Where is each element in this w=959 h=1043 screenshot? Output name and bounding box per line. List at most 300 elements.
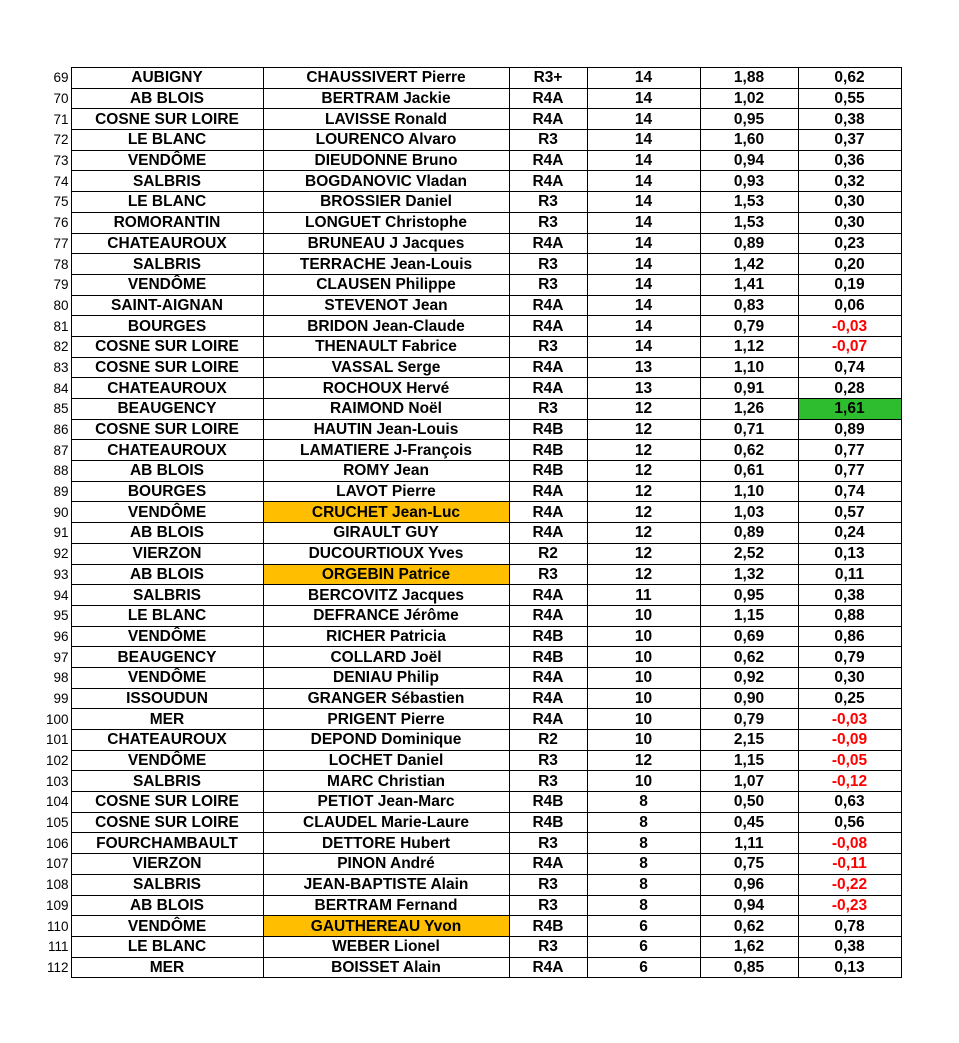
count-cell: 14 xyxy=(587,171,700,192)
value2-cell: 0,06 xyxy=(798,295,901,316)
value1-cell: 0,94 xyxy=(700,895,798,916)
category-cell: R3 xyxy=(509,254,587,275)
count-cell: 14 xyxy=(587,254,700,275)
player-name-cell: DUCOURTIOUX Yves xyxy=(263,543,509,564)
value2-cell: 0,30 xyxy=(798,212,901,233)
player-name-cell: PINON André xyxy=(263,854,509,875)
value1-cell: 0,50 xyxy=(700,792,798,813)
value1-cell: 1,41 xyxy=(700,274,798,295)
row-number: 71 xyxy=(20,109,71,130)
player-name-cell: CLAUSEN Philippe xyxy=(263,274,509,295)
count-cell: 10 xyxy=(587,771,700,792)
table-row xyxy=(20,130,901,151)
row-number: 85 xyxy=(20,399,71,420)
table-row xyxy=(20,626,901,647)
value1-cell: 1,12 xyxy=(700,336,798,357)
table-row xyxy=(20,336,901,357)
count-cell: 8 xyxy=(587,874,700,895)
row-number: 94 xyxy=(20,585,71,606)
count-cell: 8 xyxy=(587,854,700,875)
value1-cell: 1,42 xyxy=(700,254,798,275)
value2-cell: 0,89 xyxy=(798,419,901,440)
value1-cell: 0,89 xyxy=(700,233,798,254)
row-number: 93 xyxy=(20,564,71,585)
club-cell: VENDÔME xyxy=(71,667,263,688)
club-cell: SALBRIS xyxy=(71,171,263,192)
category-cell: R4A xyxy=(509,378,587,399)
player-name-cell: PRIGENT Pierre xyxy=(263,709,509,730)
row-number: 92 xyxy=(20,543,71,564)
count-cell: 8 xyxy=(587,812,700,833)
value2-cell: 0,88 xyxy=(798,605,901,626)
category-cell: R3 xyxy=(509,130,587,151)
row-number: 90 xyxy=(20,502,71,523)
category-cell: R3 xyxy=(509,564,587,585)
category-cell: R3 xyxy=(509,399,587,420)
value2-cell: 0,77 xyxy=(798,461,901,482)
table-row xyxy=(20,957,901,978)
value2-cell: 0,74 xyxy=(798,357,901,378)
count-cell: 14 xyxy=(587,150,700,171)
player-name-cell: BRUNEAU J Jacques xyxy=(263,233,509,254)
value1-cell: 1,88 xyxy=(700,68,798,89)
row-number: 79 xyxy=(20,274,71,295)
category-cell: R4A xyxy=(509,481,587,502)
row-number: 96 xyxy=(20,626,71,647)
category-cell: R4A xyxy=(509,605,587,626)
player-name-cell: BRIDON Jean-Claude xyxy=(263,316,509,337)
row-number: 91 xyxy=(20,523,71,544)
club-cell: SALBRIS xyxy=(71,771,263,792)
value2-cell: 0,55 xyxy=(798,88,901,109)
value1-cell: 0,95 xyxy=(700,109,798,130)
club-cell: BEAUGENCY xyxy=(71,399,263,420)
club-cell: LE BLANC xyxy=(71,936,263,957)
category-cell: R3 xyxy=(509,274,587,295)
table-row xyxy=(20,502,901,523)
club-cell: VENDÔME xyxy=(71,274,263,295)
value1-cell: 0,93 xyxy=(700,171,798,192)
count-cell: 6 xyxy=(587,957,700,978)
category-cell: R4B xyxy=(509,461,587,482)
club-cell: BEAUGENCY xyxy=(71,647,263,668)
value2-cell: -0,05 xyxy=(798,750,901,771)
count-cell: 12 xyxy=(587,481,700,502)
player-name-cell: BERTRAM Fernand xyxy=(263,895,509,916)
value2-cell: -0,08 xyxy=(798,833,901,854)
player-name-cell: BOGDANOVIC Vladan xyxy=(263,171,509,192)
value2-cell: 0,37 xyxy=(798,130,901,151)
club-cell: FOURCHAMBAULT xyxy=(71,833,263,854)
value1-cell: 0,85 xyxy=(700,957,798,978)
player-name-cell: VASSAL Serge xyxy=(263,357,509,378)
category-cell: R4A xyxy=(509,171,587,192)
value2-cell: 0,32 xyxy=(798,171,901,192)
value2-cell: 0,86 xyxy=(798,626,901,647)
table-row xyxy=(20,68,901,89)
value2-cell: 0,30 xyxy=(798,667,901,688)
player-name-cell: WEBER Lionel xyxy=(263,936,509,957)
club-cell: VENDÔME xyxy=(71,626,263,647)
table-row xyxy=(20,750,901,771)
table-row xyxy=(20,378,901,399)
club-cell: ROMORANTIN xyxy=(71,212,263,233)
table-row xyxy=(20,481,901,502)
row-number: 76 xyxy=(20,212,71,233)
value1-cell: 1,15 xyxy=(700,750,798,771)
value1-cell: 0,92 xyxy=(700,667,798,688)
value1-cell: 0,75 xyxy=(700,854,798,875)
value1-cell: 0,83 xyxy=(700,295,798,316)
category-cell: R4A xyxy=(509,957,587,978)
player-name-cell: JEAN-BAPTISTE Alain xyxy=(263,874,509,895)
count-cell: 10 xyxy=(587,626,700,647)
row-number: 106 xyxy=(20,833,71,854)
table-row xyxy=(20,461,901,482)
table-row xyxy=(20,295,901,316)
category-cell: R4A xyxy=(509,502,587,523)
category-cell: R4A xyxy=(509,709,587,730)
count-cell: 12 xyxy=(587,440,700,461)
player-name-cell: COLLARD Joël xyxy=(263,647,509,668)
count-cell: 14 xyxy=(587,233,700,254)
table-row xyxy=(20,419,901,440)
table-row xyxy=(20,771,901,792)
table-row xyxy=(20,916,901,937)
player-name-cell: DEPOND Dominique xyxy=(263,730,509,751)
value1-cell: 0,45 xyxy=(700,812,798,833)
value1-cell: 1,03 xyxy=(700,502,798,523)
value1-cell: 2,52 xyxy=(700,543,798,564)
club-cell: CHATEAUROUX xyxy=(71,378,263,399)
value2-cell: -0,07 xyxy=(798,336,901,357)
player-name-cell: CRUCHET Jean-Luc xyxy=(263,502,509,523)
category-cell: R4A xyxy=(509,854,587,875)
value2-cell: -0,12 xyxy=(798,771,901,792)
player-name-cell: THENAULT Fabrice xyxy=(263,336,509,357)
row-number: 101 xyxy=(20,730,71,751)
count-cell: 10 xyxy=(587,605,700,626)
value2-cell: -0,03 xyxy=(798,316,901,337)
player-name-cell: DENIAU Philip xyxy=(263,667,509,688)
table-row xyxy=(20,357,901,378)
player-name-cell: LAMATIERE J-François xyxy=(263,440,509,461)
value1-cell: 0,71 xyxy=(700,419,798,440)
value2-cell: 0,38 xyxy=(798,109,901,130)
player-name-cell: BERCOVITZ Jacques xyxy=(263,585,509,606)
player-name-cell: DEFRANCE Jérôme xyxy=(263,605,509,626)
row-number: 73 xyxy=(20,150,71,171)
table-row xyxy=(20,709,901,730)
value1-cell: 1,15 xyxy=(700,605,798,626)
value1-cell: 0,61 xyxy=(700,461,798,482)
count-cell: 14 xyxy=(587,109,700,130)
table-row xyxy=(20,564,901,585)
player-name-cell: DETTORE Hubert xyxy=(263,833,509,854)
category-cell: R2 xyxy=(509,730,587,751)
club-cell: ISSOUDUN xyxy=(71,688,263,709)
player-name-cell: RICHER Patricia xyxy=(263,626,509,647)
player-name-cell: CHAUSSIVERT Pierre xyxy=(263,68,509,89)
value2-cell: 0,77 xyxy=(798,440,901,461)
table-row xyxy=(20,874,901,895)
club-cell: LE BLANC xyxy=(71,130,263,151)
club-cell: MER xyxy=(71,709,263,730)
count-cell: 14 xyxy=(587,316,700,337)
value2-cell: 0,19 xyxy=(798,274,901,295)
player-name-cell: BROSSIER Daniel xyxy=(263,192,509,213)
club-cell: SALBRIS xyxy=(71,874,263,895)
value2-cell: 0,13 xyxy=(798,543,901,564)
club-cell: CHATEAUROUX xyxy=(71,233,263,254)
category-cell: R4B xyxy=(509,916,587,937)
club-cell: AB BLOIS xyxy=(71,461,263,482)
category-cell: R3 xyxy=(509,336,587,357)
player-name-cell: DIEUDONNE Bruno xyxy=(263,150,509,171)
value2-cell: 1,61 xyxy=(798,399,901,420)
table-row xyxy=(20,440,901,461)
value2-cell: 0,57 xyxy=(798,502,901,523)
row-number: 100 xyxy=(20,709,71,730)
player-name-cell: ORGEBIN Patrice xyxy=(263,564,509,585)
value1-cell: 1,60 xyxy=(700,130,798,151)
table-row xyxy=(20,192,901,213)
club-cell: AB BLOIS xyxy=(71,88,263,109)
table-row xyxy=(20,792,901,813)
count-cell: 12 xyxy=(587,419,700,440)
club-cell: MER xyxy=(71,957,263,978)
value2-cell: 0,13 xyxy=(798,957,901,978)
player-name-cell: RAIMOND Noël xyxy=(263,399,509,420)
count-cell: 14 xyxy=(587,130,700,151)
category-cell: R4A xyxy=(509,357,587,378)
category-cell: R4B xyxy=(509,440,587,461)
value1-cell: 1,26 xyxy=(700,399,798,420)
club-cell: LE BLANC xyxy=(71,605,263,626)
count-cell: 13 xyxy=(587,357,700,378)
player-name-cell: HAUTIN Jean-Louis xyxy=(263,419,509,440)
table-row xyxy=(20,585,901,606)
player-name-cell: LOURENCO Alvaro xyxy=(263,130,509,151)
player-name-cell: LONGUET Christophe xyxy=(263,212,509,233)
category-cell: R4B xyxy=(509,812,587,833)
row-number: 104 xyxy=(20,792,71,813)
category-cell: R3 xyxy=(509,874,587,895)
row-number: 107 xyxy=(20,854,71,875)
value1-cell: 0,89 xyxy=(700,523,798,544)
table-row xyxy=(20,254,901,275)
club-cell: VIERZON xyxy=(71,854,263,875)
count-cell: 12 xyxy=(587,502,700,523)
table-row xyxy=(20,523,901,544)
club-cell: COSNE SUR LOIRE xyxy=(71,792,263,813)
club-cell: COSNE SUR LOIRE xyxy=(71,812,263,833)
value2-cell: 0,23 xyxy=(798,233,901,254)
player-name-cell: ROMY Jean xyxy=(263,461,509,482)
count-cell: 10 xyxy=(587,709,700,730)
player-name-cell: BOISSET Alain xyxy=(263,957,509,978)
row-number: 111 xyxy=(20,936,71,957)
value1-cell: 0,62 xyxy=(700,647,798,668)
table-row xyxy=(20,936,901,957)
value1-cell: 0,69 xyxy=(700,626,798,647)
value2-cell: 0,36 xyxy=(798,150,901,171)
club-cell: SALBRIS xyxy=(71,585,263,606)
category-cell: R4B xyxy=(509,419,587,440)
row-number: 98 xyxy=(20,667,71,688)
count-cell: 6 xyxy=(587,936,700,957)
row-number: 102 xyxy=(20,750,71,771)
category-cell: R4A xyxy=(509,233,587,254)
value2-cell: 0,38 xyxy=(798,936,901,957)
count-cell: 12 xyxy=(587,461,700,482)
count-cell: 8 xyxy=(587,792,700,813)
category-cell: R3 xyxy=(509,750,587,771)
value1-cell: 1,02 xyxy=(700,88,798,109)
category-cell: R3 xyxy=(509,833,587,854)
value1-cell: 0,79 xyxy=(700,709,798,730)
row-number: 84 xyxy=(20,378,71,399)
value2-cell: 0,11 xyxy=(798,564,901,585)
table-row xyxy=(20,895,901,916)
row-number: 70 xyxy=(20,88,71,109)
table-row xyxy=(20,605,901,626)
value2-cell: 0,20 xyxy=(798,254,901,275)
club-cell: VENDÔME xyxy=(71,750,263,771)
club-cell: BOURGES xyxy=(71,316,263,337)
category-cell: R4B xyxy=(509,647,587,668)
category-cell: R3+ xyxy=(509,68,587,89)
row-number: 95 xyxy=(20,605,71,626)
value1-cell: 0,96 xyxy=(700,874,798,895)
row-number: 81 xyxy=(20,316,71,337)
player-name-cell: ROCHOUX Hervé xyxy=(263,378,509,399)
club-cell: COSNE SUR LOIRE xyxy=(71,109,263,130)
table-row xyxy=(20,730,901,751)
row-number: 88 xyxy=(20,461,71,482)
category-cell: R4B xyxy=(509,792,587,813)
player-name-cell: PETIOT Jean-Marc xyxy=(263,792,509,813)
count-cell: 14 xyxy=(587,192,700,213)
table-row xyxy=(20,854,901,875)
player-name-cell: STEVENOT Jean xyxy=(263,295,509,316)
value2-cell: 0,38 xyxy=(798,585,901,606)
player-name-cell: CLAUDEL Marie-Laure xyxy=(263,812,509,833)
value2-cell: 0,56 xyxy=(798,812,901,833)
row-number: 109 xyxy=(20,895,71,916)
count-cell: 12 xyxy=(587,564,700,585)
value1-cell: 1,32 xyxy=(700,564,798,585)
club-cell: SALBRIS xyxy=(71,254,263,275)
count-cell: 8 xyxy=(587,895,700,916)
value1-cell: 1,10 xyxy=(700,357,798,378)
club-cell: VENDÔME xyxy=(71,916,263,937)
category-cell: R4A xyxy=(509,150,587,171)
club-cell: AB BLOIS xyxy=(71,895,263,916)
category-cell: R3 xyxy=(509,192,587,213)
category-cell: R4B xyxy=(509,626,587,647)
row-number: 82 xyxy=(20,336,71,357)
count-cell: 14 xyxy=(587,274,700,295)
value2-cell: 0,78 xyxy=(798,916,901,937)
count-cell: 14 xyxy=(587,212,700,233)
table-row xyxy=(20,688,901,709)
player-name-cell: GIRAULT GUY xyxy=(263,523,509,544)
row-number: 74 xyxy=(20,171,71,192)
value1-cell: 1,53 xyxy=(700,192,798,213)
category-cell: R2 xyxy=(509,543,587,564)
category-cell: R3 xyxy=(509,771,587,792)
row-number: 89 xyxy=(20,481,71,502)
value2-cell: 0,74 xyxy=(798,481,901,502)
table-row xyxy=(20,667,901,688)
value2-cell: -0,11 xyxy=(798,854,901,875)
value1-cell: 0,90 xyxy=(700,688,798,709)
club-cell: CHATEAUROUX xyxy=(71,730,263,751)
value2-cell: 0,24 xyxy=(798,523,901,544)
table-row xyxy=(20,233,901,254)
count-cell: 10 xyxy=(587,647,700,668)
club-cell: COSNE SUR LOIRE xyxy=(71,419,263,440)
count-cell: 10 xyxy=(587,688,700,709)
value2-cell: 0,63 xyxy=(798,792,901,813)
club-cell: SAINT-AIGNAN xyxy=(71,295,263,316)
value1-cell: 1,11 xyxy=(700,833,798,854)
row-number: 77 xyxy=(20,233,71,254)
value1-cell: 0,62 xyxy=(700,440,798,461)
category-cell: R4A xyxy=(509,295,587,316)
table-row xyxy=(20,647,901,668)
value2-cell: 0,25 xyxy=(798,688,901,709)
value2-cell: -0,09 xyxy=(798,730,901,751)
value2-cell: 0,28 xyxy=(798,378,901,399)
count-cell: 12 xyxy=(587,399,700,420)
table-row xyxy=(20,212,901,233)
row-number: 110 xyxy=(20,916,71,937)
table-row xyxy=(20,171,901,192)
player-name-cell: GRANGER Sébastien xyxy=(263,688,509,709)
count-cell: 12 xyxy=(587,750,700,771)
value1-cell: 1,53 xyxy=(700,212,798,233)
table-row xyxy=(20,316,901,337)
club-cell: AB BLOIS xyxy=(71,523,263,544)
count-cell: 12 xyxy=(587,543,700,564)
value2-cell: -0,22 xyxy=(798,874,901,895)
value1-cell: 0,94 xyxy=(700,150,798,171)
player-name-cell: LAVOT Pierre xyxy=(263,481,509,502)
row-number: 99 xyxy=(20,688,71,709)
table-row xyxy=(20,274,901,295)
category-cell: R3 xyxy=(509,895,587,916)
table-row xyxy=(20,88,901,109)
value1-cell: 0,95 xyxy=(700,585,798,606)
row-number: 72 xyxy=(20,130,71,151)
category-cell: R4A xyxy=(509,688,587,709)
row-number: 80 xyxy=(20,295,71,316)
value2-cell: -0,03 xyxy=(798,709,901,730)
row-number: 87 xyxy=(20,440,71,461)
value1-cell: 0,91 xyxy=(700,378,798,399)
count-cell: 11 xyxy=(587,585,700,606)
category-cell: R4A xyxy=(509,88,587,109)
category-cell: R4A xyxy=(509,585,587,606)
club-cell: CHATEAUROUX xyxy=(71,440,263,461)
player-name-cell: GAUTHEREAU Yvon xyxy=(263,916,509,937)
row-number: 97 xyxy=(20,647,71,668)
results-table xyxy=(20,67,902,978)
table-row xyxy=(20,109,901,130)
player-name-cell: LOCHET Daniel xyxy=(263,750,509,771)
